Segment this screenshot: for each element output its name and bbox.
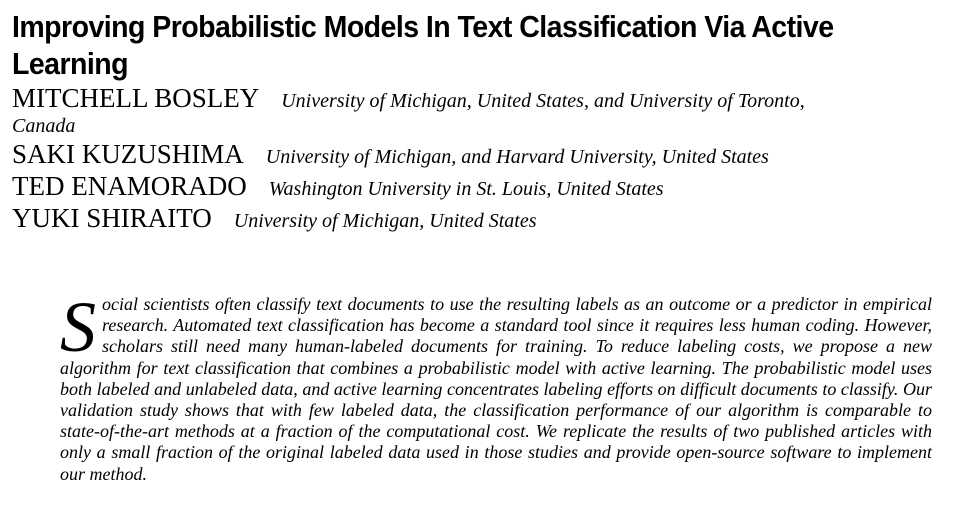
author-affiliation: Washington University in St. Louis, United States [268, 178, 664, 200]
paper-title: Improving Probabilistic Models In Text Classification Via Active Learning [12, 9, 834, 81]
author-entry [12, 83, 952, 137]
abstract-text: ocial scientists often classify text documents to use the resulting labels as an outcome or a predictor in empirical research. Automated text classification has become a standard tool since it requires less human coding. However, scholars still need many human-labeled documents for training. To reduce labeling costs, we propose a new algorithm for text classification that combines a probabilistic model with active learning. The probabilistic model uses both labeled and unlabeled data, and active learning concentrates labeling efforts on difficult documents to classify. Our validation study shows that with few labeled data, the classification performance of our algorithm is comparable to state-of-the-art methods at a fraction of the computational cost. We replicate the results of two published articles with only a small fraction of the original labeled data used in those studies and provide open-source software to implement our method. [60, 294, 932, 484]
author-name: YUKI SHIRAITO [12, 203, 212, 233]
author-name: MITCHELL BOSLEY [12, 83, 260, 113]
author-affiliation: University of Michigan, United States [233, 210, 537, 232]
abstract-drop-cap: S [60, 287, 96, 367]
author-entry [12, 140, 769, 169]
author-affiliation: University of Michigan, United States, and University of Toronto, [281, 90, 805, 112]
author-name: SAKI KUZUSHIMA [12, 139, 244, 169]
abstract [60, 287, 932, 485]
author-entry [12, 172, 664, 201]
author-affiliation: University of Michigan, and Harvard University, United States [265, 146, 769, 168]
author-name: TED ENAMORADO [12, 171, 247, 201]
author-affiliation-continued: Canada [12, 115, 76, 137]
author-entry [12, 204, 536, 233]
